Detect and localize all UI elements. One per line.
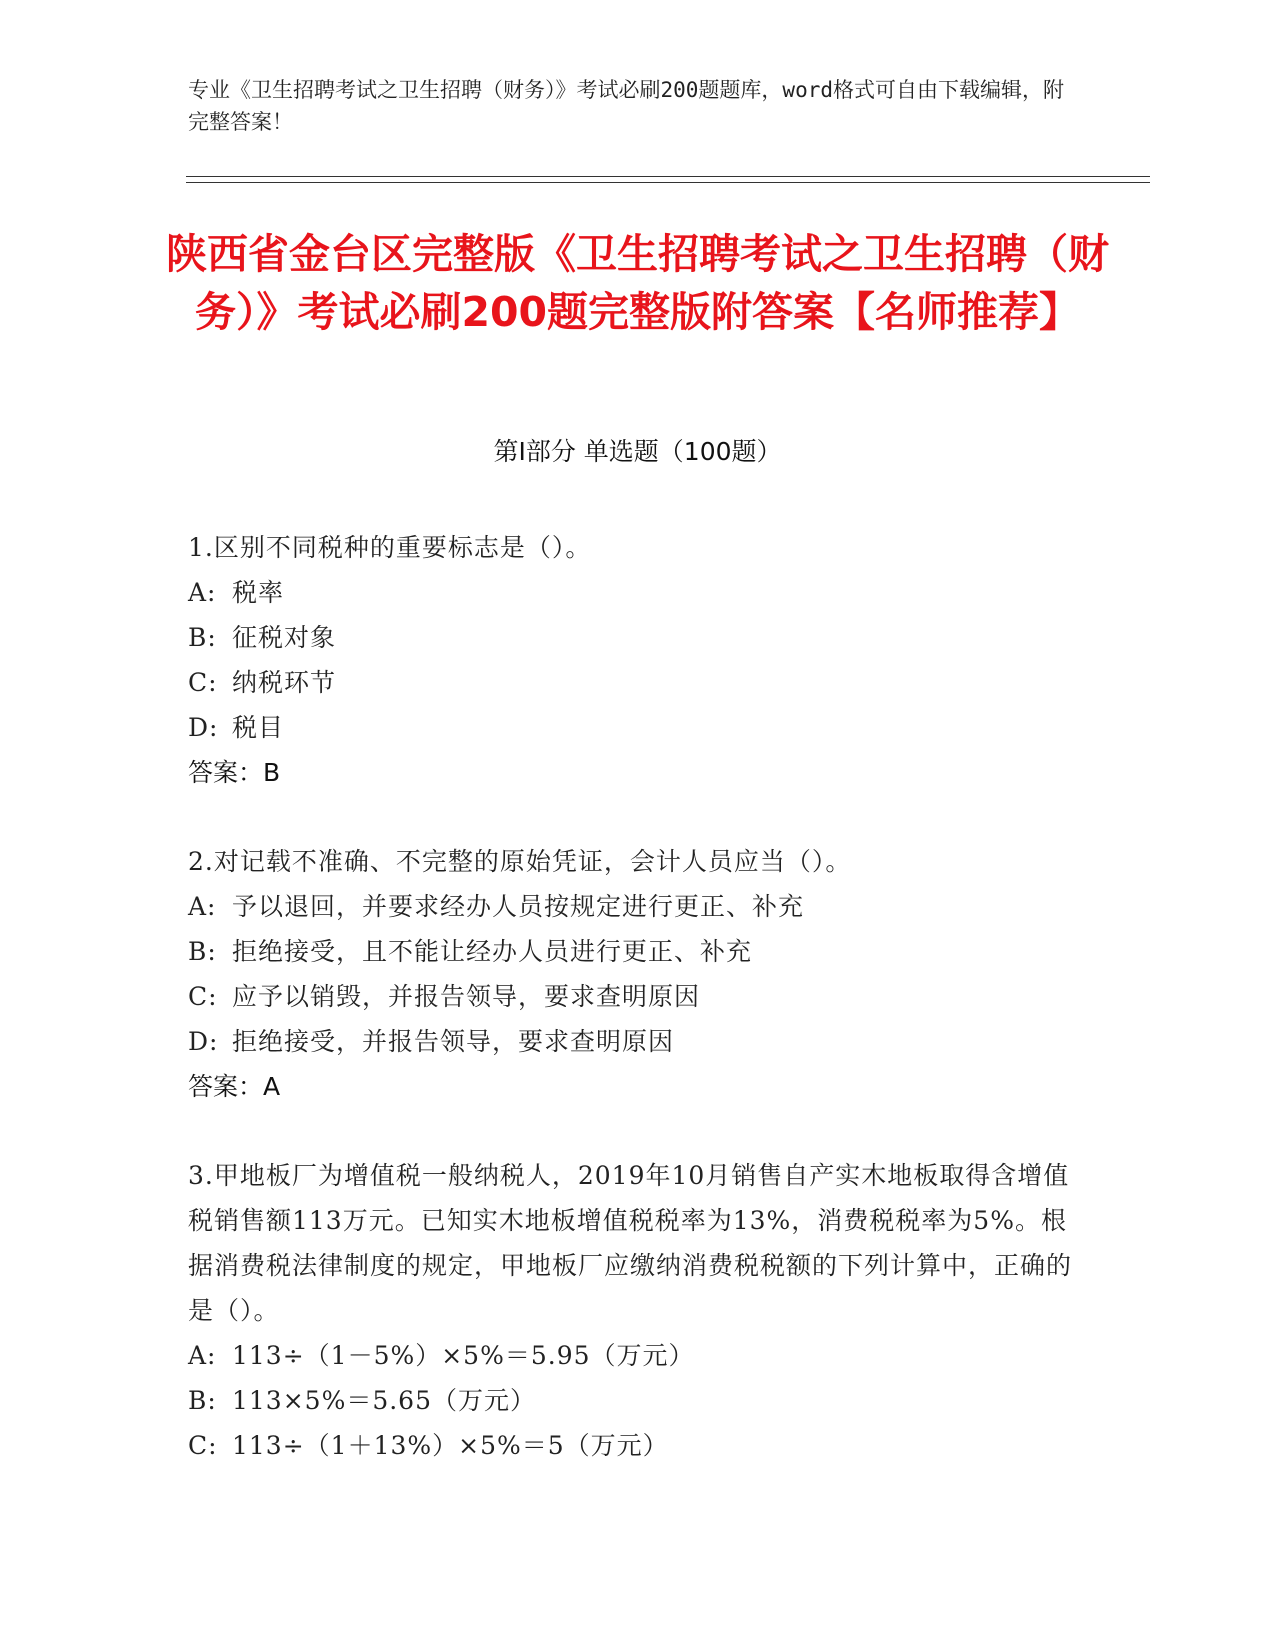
option-text: 113÷（1＋13%）×5%＝5（万元） (232, 1431, 669, 1460)
option-d (188, 705, 1078, 750)
option-key: D: (188, 713, 219, 742)
option-text: 予以退回，并要求经办人员按规定进行更正、补充 (232, 892, 805, 921)
question-text: 2.对记载不准确、不完整的原始凭证，会计人员应当（）。 (188, 847, 852, 876)
option-key: B: (188, 623, 217, 652)
answer: 答案：B (188, 758, 281, 787)
answer: 答案：A (188, 1072, 281, 1101)
question-text: 3.甲地板厂为增值税一般纳税人，2019年10月销售自产实木地板取得含增值税销售额113万元。已知实木地板增值税税率为13%，消费税税率为5%。根据消费税法律制度的规定，甲地板厂应缴纳消费税税额的下列计算中，正确的是（）。 (188, 1161, 1073, 1325)
option-text: 拒绝接受，并报告领导，要求查明原因 (232, 1027, 675, 1056)
option-text: 拒绝接受，且不能让经办人员进行更正、补充 (232, 937, 753, 966)
question-1 (188, 525, 1078, 795)
option-a (188, 1333, 1078, 1378)
option-c (188, 974, 1078, 1019)
header-note: 专业《卫生招聘考试之卫生招聘（财务）》考试必刷200题题库，word格式可自由下载编辑，附完整答案！ (188, 78, 1064, 134)
option-b (188, 929, 1078, 974)
option-key: A: (188, 892, 217, 921)
question-text: 1.区别不同税种的重要标志是（）。 (188, 533, 592, 562)
document-title: 陕西省金台区完整版《卫生招聘考试之卫生招聘（财务）》考试必刷200题完整版附答案【名师推荐】 (166, 230, 1109, 336)
header-rule-bottom (186, 182, 1150, 183)
option-a (188, 570, 1078, 615)
option-key: A: (188, 1341, 217, 1370)
header-rule-top (186, 176, 1150, 177)
option-c (188, 1423, 1078, 1468)
option-c (188, 660, 1078, 705)
question-2 (188, 839, 1078, 1109)
option-key: C: (188, 668, 218, 697)
section-heading: 第Ⅰ部分 单选题（100题） (493, 437, 782, 466)
option-key: B: (188, 1386, 217, 1415)
option-key: B: (188, 937, 217, 966)
option-text: 113×5%＝5.65（万元） (232, 1386, 536, 1415)
option-text: 税率 (232, 578, 285, 607)
option-text: 113÷（1－5%）×5%＝5.95（万元） (232, 1341, 695, 1370)
question-list (188, 525, 1078, 1512)
option-text: 税目 (232, 713, 285, 742)
option-d (188, 1019, 1078, 1064)
option-a (188, 884, 1078, 929)
option-key: C: (188, 1431, 218, 1460)
question-3 (188, 1153, 1078, 1468)
option-key: A: (188, 578, 217, 607)
option-b (188, 1378, 1078, 1423)
option-key: C: (188, 982, 218, 1011)
option-key: D: (188, 1027, 219, 1056)
option-b (188, 615, 1078, 660)
option-text: 纳税环节 (232, 668, 337, 697)
option-text: 征税对象 (232, 623, 337, 652)
option-text: 应予以销毁，并报告领导，要求查明原因 (232, 982, 701, 1011)
